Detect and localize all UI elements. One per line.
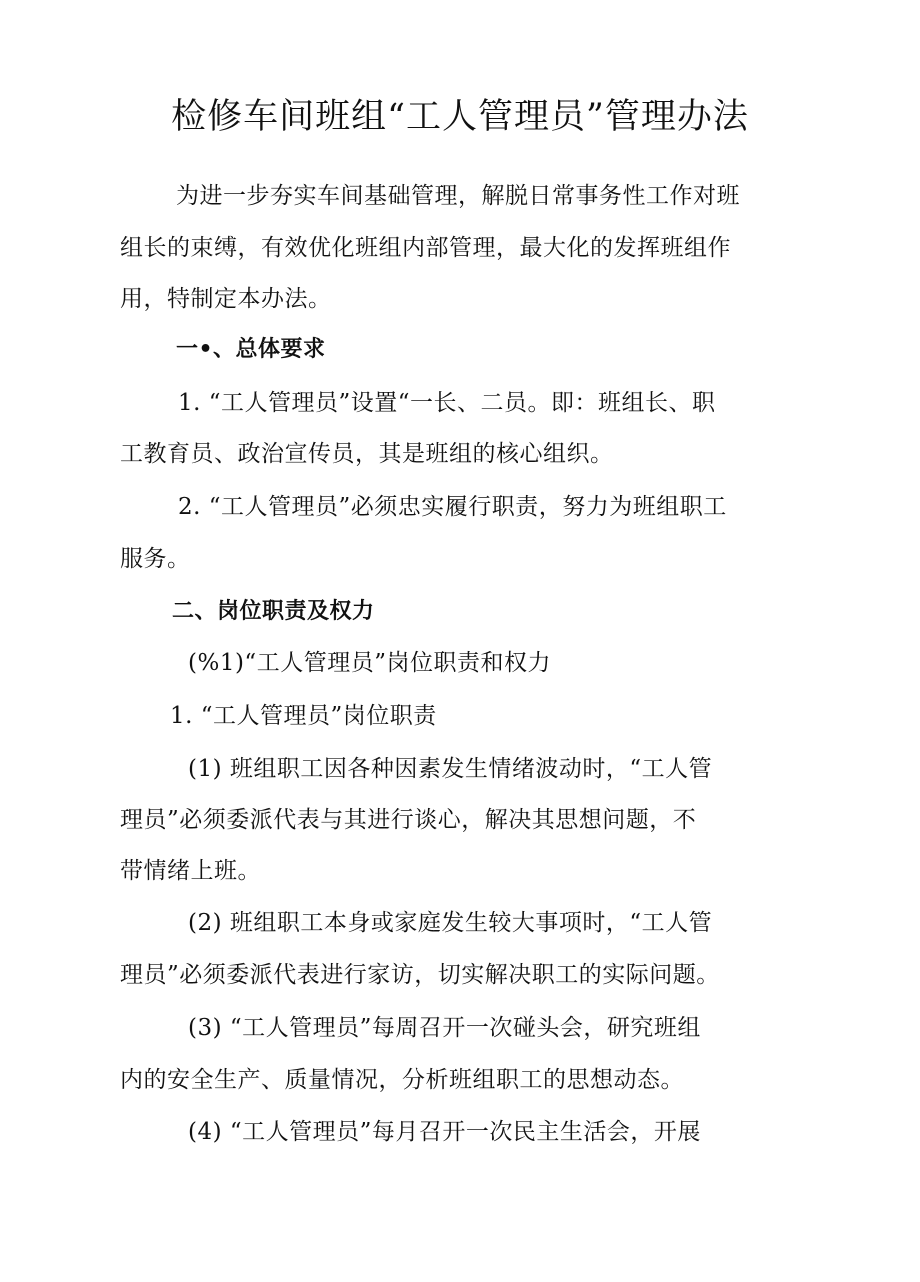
section2-p1-line-1: (1) 班组职工因各种因素发生情绪波动时，“工人管 xyxy=(188,756,713,782)
section2-p3-line-1: (3) “工人管理员”每周召开一次碰头会，研究班组 xyxy=(188,1015,701,1041)
section1-item2-line-1: 2. “工人管理员”必须忠实履行职责，努力为班组职工 xyxy=(178,494,727,520)
intro-line-1: 为进一步夯实车间基础管理，解脱日常事务性工作对班 xyxy=(176,183,740,209)
section2-p2-line-1: (2) 班组职工本身或家庭发生较大事项时，“工人管 xyxy=(188,910,713,936)
intro-line-3: 用，特制定本办法。 xyxy=(120,286,332,312)
section2-p1-line-2: 理员”必须委派代表与其进行谈心，解决其思想问题，不 xyxy=(120,807,697,833)
section2-p2-line-2: 理员”必须委派代表进行家访，切实解决职工的实际问题。 xyxy=(120,962,720,988)
section2-heading: 二、岗位职责及权力 xyxy=(172,599,375,624)
section1-item1-line-2: 工教育员、政治宣传员，其是班组的核心组织。 xyxy=(120,441,614,467)
section2-sub1: (%1)“工人管理员”岗位职责和权力 xyxy=(188,650,551,676)
section2-sub1-1: 1. “工人管理员”岗位职责 xyxy=(170,703,437,729)
intro-line-2: 组长的束缚，有效优化班组内部管理，最大化的发挥班组作 xyxy=(120,235,731,261)
section2-p4-line-1: (4) “工人管理员”每月召开一次民主生活会，开展 xyxy=(188,1119,701,1145)
document-title: 检修车间班组“工人管理员”管理办法 xyxy=(171,97,749,137)
section2-p1-line-3: 带情绪上班。 xyxy=(120,858,261,884)
section2-p3-line-2: 内的安全生产、质量情况，分析班组职工的思想动态。 xyxy=(120,1067,684,1093)
section1-heading: 一•、总体要求 xyxy=(176,337,326,362)
section1-item2-line-2: 服务。 xyxy=(120,546,191,572)
section1-item1-line-1: 1. “工人管理员”设置“一长、二员。即：班组长、职 xyxy=(178,390,716,416)
